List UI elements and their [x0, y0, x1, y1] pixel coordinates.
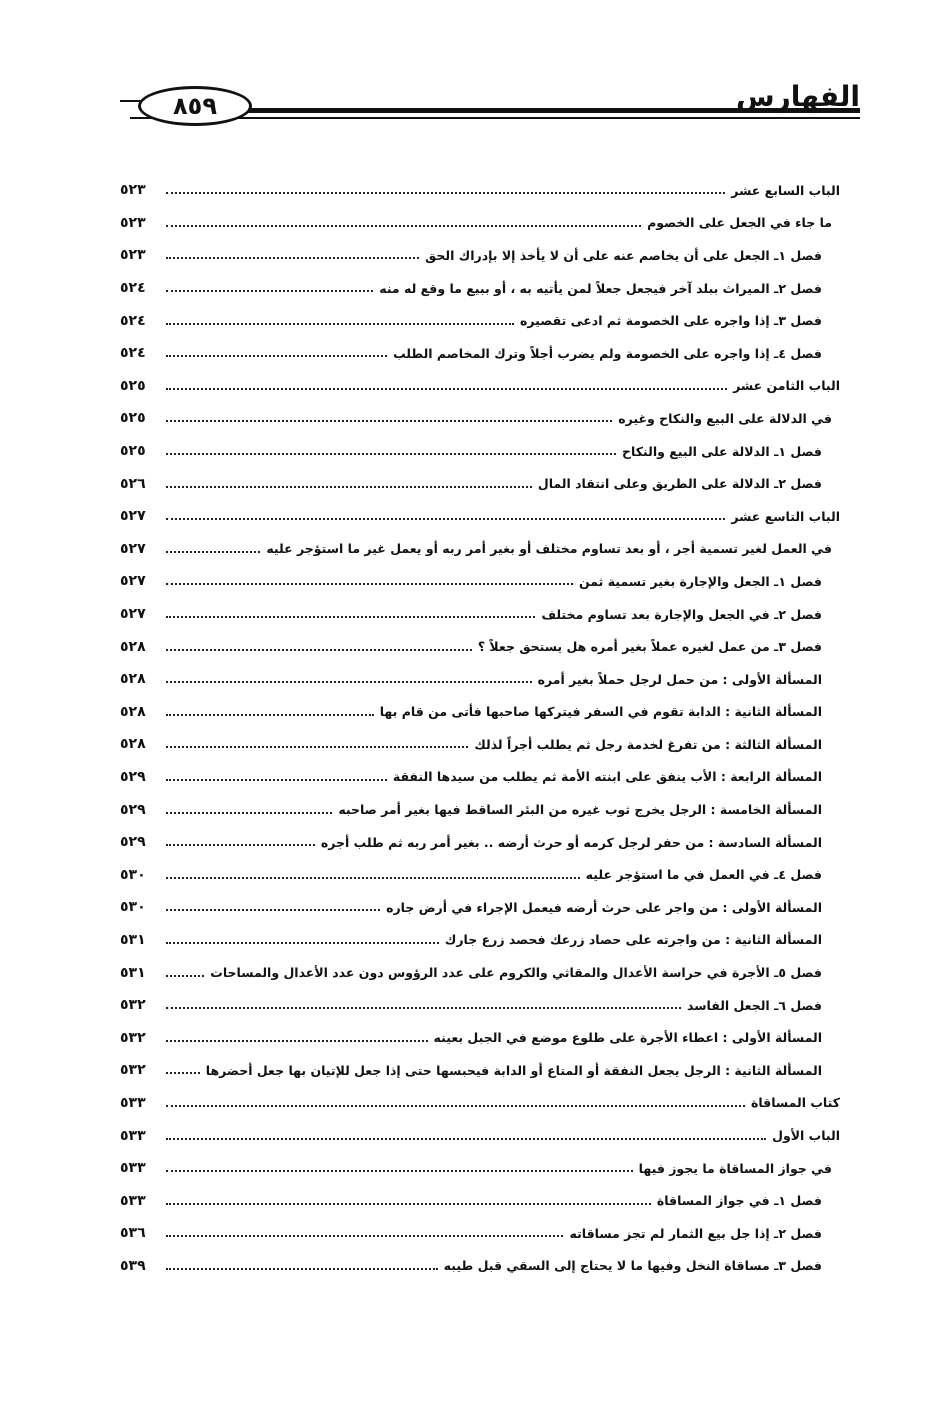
toc-entry-title: فصل ١ـ الدلالة على البيع والنكاح — [622, 443, 822, 459]
dot-leader — [166, 551, 260, 553]
toc-entry-page: ٥٢٨ — [120, 638, 146, 655]
toc-entry-page: ٥٢٥ — [120, 410, 146, 427]
toc-entry-title: المسألة الخامسة : الرجل يخرج ثوب غيره من البئر الساقط فيها بغير أمر صاحبه — [338, 802, 822, 818]
dot-leader — [166, 714, 374, 716]
toc-entry — [120, 663, 840, 696]
toc-entry-title: فصل ٥ـ الأجرة في حراسة الأعدال والمقاثي والكروم على عدد الرؤوس دون عدد الأعدال والمساحات — [210, 965, 822, 981]
toc-entry — [120, 924, 840, 957]
toc-entry — [120, 891, 840, 924]
toc-entry — [120, 1087, 840, 1120]
dot-leader — [166, 942, 439, 944]
toc-entry-page: ٥٣٠ — [120, 899, 146, 916]
toc-entry-page: ٥٣٣ — [120, 1127, 146, 1144]
toc-entry — [120, 1184, 840, 1217]
toc-entry — [120, 793, 840, 826]
toc-entry-title: كتاب المساقاة — [750, 1095, 840, 1111]
toc-entry-title: الباب التاسع عشر — [731, 508, 840, 524]
toc-entry-title: المسألة الثانية : من واجرته على حصاد زرعك فحصد زرع جارك — [444, 932, 822, 948]
toc-entry — [120, 1021, 840, 1054]
toc-entry — [120, 304, 840, 337]
toc-entry — [120, 728, 840, 761]
toc-entry-title: فصل ٣ـ مساقاة النخل وفيها ما لا يحتاج إلى السقي قبل طيبه — [443, 1258, 822, 1274]
dot-leader — [166, 323, 514, 325]
toc-entry-page: ٥٢٨ — [120, 671, 146, 688]
toc-entry-title: الباب السابع عشر — [731, 182, 840, 198]
toc-entry — [120, 989, 840, 1022]
toc-entry-title: فصل ١ـ الجعل على أن يخاصم عنه على أن لا يأخذ إلا بإدراك الحق — [425, 247, 822, 263]
toc-entry-page: ٥٢٤ — [120, 280, 146, 297]
toc-entry-page: ٥٢٧ — [120, 540, 146, 557]
dot-leader — [166, 649, 472, 651]
dot-leader — [166, 1235, 563, 1237]
toc-entry — [120, 1054, 840, 1087]
toc-entry — [120, 402, 840, 435]
toc-entry — [120, 630, 840, 663]
dot-leader — [166, 453, 616, 455]
toc-entry-title: فصل ٤ـ إذا واجره على الخصومة ولم يضرب أجلاً وترك المخاصم الطلب — [393, 345, 822, 361]
toc-entry-page: ٥٣٢ — [120, 997, 146, 1014]
toc-entry-page: ٥٢٨ — [120, 703, 146, 720]
toc-entry — [120, 598, 840, 631]
toc-entry-page: ٥٢٤ — [120, 312, 146, 329]
dot-leader — [166, 1105, 745, 1107]
toc-entry-page: ٥٢٧ — [120, 508, 146, 525]
dot-leader — [166, 1170, 633, 1172]
toc-entry — [120, 565, 840, 598]
toc-entry-title: المسألة الثانية : الرجل يجعل النفقة أو المتاع أو الدابة فيحبسها حتى إذا جعل للإتيان بها جعل أحضرها — [205, 1062, 822, 1078]
toc-entry-page: ٥٣٠ — [120, 866, 146, 883]
toc-entry-page: ٥٢٣ — [120, 247, 146, 264]
dot-leader — [166, 1138, 766, 1140]
dot-leader — [166, 290, 373, 292]
toc-entry-page: ٥٢٧ — [120, 606, 146, 623]
toc-entry-title: فصل ٢ـ الميراث ببلد آخر فيجعل جعلاً لمن يأتيه به ، أو ببيع ما وقع له منه — [379, 280, 822, 296]
toc-entry-title: فصل ٣ـ إذا واجره على الخصومة ثم ادعى تقصيره — [520, 313, 822, 329]
toc-entry-title: ما جاء في الجعل على الخصوم — [647, 215, 832, 231]
table-of-contents — [120, 174, 840, 1282]
dot-leader — [166, 192, 725, 194]
dot-leader — [166, 975, 204, 977]
dot-leader — [166, 746, 468, 748]
toc-entry-title: المسألة الأولى : اعطاء الأجرة على طلوع موضع في الجبل بعينه — [433, 1030, 822, 1046]
toc-entry — [120, 956, 840, 989]
toc-entry-title: المسألة الثالثة : من تفرغ لخدمة رجل ثم يطلب أجراً لذلك — [474, 736, 822, 752]
toc-entry-page: ٥٣٢ — [120, 1062, 146, 1079]
page-number: ٨٥٩ — [138, 86, 252, 126]
toc-entry — [120, 207, 840, 240]
toc-entry-page: ٥٢٥ — [120, 377, 146, 394]
toc-entry-page: ٥٣٣ — [120, 1160, 146, 1177]
toc-entry-title: فصل ١ـ في جواز المساقاة — [656, 1193, 822, 1209]
toc-entry-title: في العمل لغير تسمية أجر ، أو بعد تساوم مختلف أو بغير أمر ربه أو يعمل غير ما استؤجر عليه — [266, 541, 832, 557]
toc-entry-title: الباب الأول — [772, 1128, 840, 1144]
toc-entry-page: ٥٢٥ — [120, 443, 146, 460]
toc-entry-page: ٥٢٨ — [120, 736, 146, 753]
toc-entry-title: فصل ٢ـ الدلالة على الطريق وعلى انتقاد المال — [537, 476, 822, 492]
toc-entry-page: ٥٣٦ — [120, 1225, 146, 1242]
toc-entry-page: ٥٣١ — [120, 964, 146, 981]
toc-entry — [120, 826, 840, 859]
dot-leader — [166, 1203, 651, 1205]
toc-entry-title: المسألة السادسة : من حفر لرجل كرمه أو حرث أرضه .. بغير أمر ربه ثم طلب أجره — [320, 834, 822, 850]
toc-entry-page: ٥٢٤ — [120, 345, 146, 362]
toc-entry — [120, 370, 840, 403]
toc-entry-page: ٥٣٢ — [120, 1029, 146, 1046]
toc-entry — [120, 858, 840, 891]
dot-leader — [166, 844, 315, 846]
toc-entry-title: فصل ٦ـ الجعل الفاسد — [686, 997, 822, 1013]
dot-leader — [166, 518, 725, 520]
dot-leader — [166, 420, 612, 422]
dot-leader — [166, 583, 573, 585]
toc-entry — [120, 1250, 840, 1283]
dot-leader — [166, 877, 580, 879]
dot-leader — [166, 1072, 200, 1074]
toc-entry-title: فصل ٤ـ في العمل في ما استؤجر عليه — [585, 867, 822, 883]
page-title: الفهارس — [735, 80, 860, 113]
dot-leader — [166, 486, 532, 488]
toc-entry-page: ٥٢٦ — [120, 475, 146, 492]
toc-entry-page: ٥٢٧ — [120, 573, 146, 590]
toc-entry — [120, 533, 840, 566]
dot-leader — [166, 812, 332, 814]
dot-leader — [166, 1007, 681, 1009]
toc-entry-page: ٥٢٩ — [120, 834, 146, 851]
toc-entry — [120, 272, 840, 305]
toc-entry — [120, 696, 840, 729]
toc-entry-title: فصل ٣ـ من عمل لغيره عملاً بغير أمره هل يستحق جعلاً ؟ — [477, 639, 822, 655]
dot-leader — [166, 1268, 438, 1270]
toc-entry-page: ٥٢٩ — [120, 801, 146, 818]
toc-entry — [120, 1152, 840, 1185]
toc-entry-title: المسألة الأولى : من واجر على حرث أرضه فيعمل الإجراء في أرض جاره — [386, 899, 822, 915]
toc-entry-page: ٥٣٣ — [120, 1192, 146, 1209]
toc-entry-title: في الدلالة على البيع والنكاح وغيره — [618, 410, 832, 426]
toc-entry-page: ٥٢٣ — [120, 182, 146, 199]
toc-entry-page: ٥٣٩ — [120, 1257, 146, 1274]
toc-entry-title: فصل ٢ـ في الجعل والإجارة بعد تساوم مختلف — [541, 606, 822, 622]
toc-entry-title: الباب الثامن عشر — [733, 378, 840, 394]
dot-leader — [166, 681, 532, 683]
dot-leader — [166, 1040, 428, 1042]
dot-leader — [166, 616, 535, 618]
toc-entry — [120, 1119, 840, 1152]
toc-entry-page: ٥٢٩ — [120, 768, 146, 785]
toc-entry-title: فصل ١ـ الجعل والإجارة بغير تسمية ثمن — [579, 573, 822, 589]
toc-entry-page: ٥٢٣ — [120, 214, 146, 231]
dot-leader — [166, 225, 641, 227]
dot-leader — [166, 779, 387, 781]
toc-entry-title: المسألة الرابعة : الأب ينفق على ابنته الأمة ثم يطلب من سيدها النفقة — [392, 769, 822, 785]
toc-entry — [120, 500, 840, 533]
toc-entry-title: المسألة الثانية : الدابة تقوم في السفر فيتركها صاحبها فأتى من قام بها — [379, 704, 822, 720]
dot-leader — [166, 257, 419, 259]
toc-entry — [120, 467, 840, 500]
toc-entry-title: فصل ٢ـ إذا جل بيع الثمار لم تجز مساقاته — [569, 1225, 822, 1241]
toc-entry — [120, 239, 840, 272]
dot-leader — [166, 355, 387, 357]
toc-entry-page: ٥٣٣ — [120, 1094, 146, 1111]
toc-entry-page: ٥٣١ — [120, 931, 146, 948]
dot-leader — [166, 388, 727, 390]
toc-entry-title: المسألة الأولى : من حمل لرجل حملاً بغير أمره — [537, 671, 822, 687]
toc-entry — [120, 435, 840, 468]
toc-entry — [120, 761, 840, 794]
toc-entry-title: في جواز المساقاة ما يجوز فيها — [638, 1160, 832, 1176]
dot-leader — [166, 909, 380, 911]
page-header — [120, 78, 860, 138]
toc-entry — [120, 337, 840, 370]
toc-entry — [120, 174, 840, 207]
toc-entry — [120, 1217, 840, 1250]
